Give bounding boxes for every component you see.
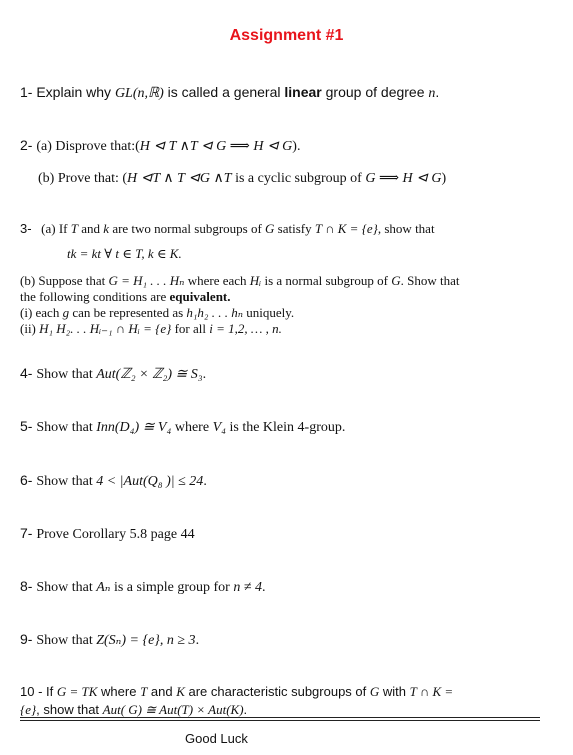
math-variable: V₄ [212, 420, 226, 435]
math-expression: Inn(D₄) ≅ V₄ [96, 420, 172, 435]
question-text: Prove that: ( [57, 171, 128, 186]
question-text: ). [292, 139, 301, 154]
question-10-line2 [20, 702, 247, 718]
question-text: . [195, 633, 200, 648]
page-title: Assignment #1 [229, 27, 344, 44]
footer-divider-bottom [20, 720, 540, 721]
bold-term: linear [284, 84, 322, 100]
question-number: 6- [20, 472, 37, 488]
math-variable: g [62, 305, 70, 320]
math-expression: G ⟹ H ⊲ G [365, 171, 442, 186]
question-3b [20, 273, 459, 289]
question-text: Explain why [36, 84, 115, 100]
math-variable: T [140, 684, 148, 699]
question-3b-condition-i [20, 305, 294, 321]
question-1 [20, 84, 439, 102]
question-4 [20, 365, 206, 383]
part-label: (a) [36, 139, 56, 154]
math-variable: G [265, 221, 275, 236]
question-text: , show that [377, 221, 435, 236]
math-expression: 4 < |Aut(Q₈ )| ≤ 24 [96, 474, 204, 489]
math-expression: Aut(ℤ₂ × ℤ₂) ≅ S₃ [96, 367, 203, 382]
question-text: where each [184, 273, 250, 288]
math-expression: Aut( G) ≅ Aut(T) × Aut(K) [102, 702, 244, 717]
question-7 [20, 525, 195, 543]
question-text: Show that [36, 420, 97, 435]
math-expression: tk = kt ∀ t ∈ T, k ∈ K. [67, 246, 182, 261]
question-number: 2- [20, 137, 37, 153]
question-number: 7- [20, 525, 37, 541]
question-text: is a normal subgroup of [261, 273, 392, 288]
math-expression: T ∩ K = [409, 684, 454, 699]
question-6 [20, 472, 207, 490]
question-8 [20, 578, 266, 596]
question-text: . [262, 580, 266, 595]
question-number: 10 - [20, 684, 47, 699]
question-number: 5- [20, 418, 37, 434]
question-text: for all [171, 321, 210, 336]
math-expression: G = H₁ . . . Hₙ [108, 273, 185, 288]
question-text: ) [441, 171, 447, 186]
question-text: Show that [36, 474, 97, 489]
math-expression: GL(n,ℝ) [114, 86, 164, 101]
math-expression: G = TK [56, 684, 98, 699]
math-variable: k [103, 221, 110, 236]
question-text: . Show that [400, 273, 460, 288]
math-expression: {e} [20, 702, 37, 717]
question-2a [20, 137, 300, 155]
question-text: Show that [36, 580, 97, 595]
footer-good-luck: Good Luck [185, 731, 248, 746]
question-text: Prove Corollary 5.8 page 44 [36, 527, 195, 542]
question-text: group of degree [321, 84, 429, 100]
part-label: (b) [38, 171, 58, 186]
question-text: (i) each [20, 305, 63, 320]
math-expression: Z(Sₙ) = {e}, n ≥ 3 [96, 633, 196, 648]
question-text: . [203, 474, 207, 489]
question-text: and [147, 684, 177, 699]
question-3b-condition-ii [20, 321, 282, 337]
question-text: with [379, 684, 410, 699]
math-variable: Hᵢ [249, 273, 262, 288]
math-variable: n [428, 86, 436, 101]
math-variable: G [391, 273, 401, 288]
math-expression: H ⊲T ∧ T ⊲G ∧T [127, 171, 232, 186]
math-variable: T [70, 221, 78, 236]
question-text: is a simple group for [110, 580, 234, 595]
question-3a [20, 221, 435, 237]
question-text: is called a general [163, 84, 285, 100]
question-text: (ii) [20, 321, 40, 336]
question-number: 8- [20, 578, 37, 594]
question-text: . [202, 367, 207, 382]
part-label: (a) If [41, 221, 71, 236]
question-text: Show that [36, 367, 97, 382]
question-text: where [171, 420, 213, 435]
question-text: and [78, 221, 104, 236]
question-text: (b) Suppose that [20, 273, 109, 288]
question-text: . [243, 702, 248, 717]
bold-term: equivalent. [169, 289, 231, 304]
question-text: can be represented as [69, 305, 187, 320]
question-text: is a cyclic subgroup of [231, 171, 366, 186]
question-5 [20, 418, 345, 436]
question-number: 4- [20, 365, 37, 381]
question-text: are two normal subgroups of [109, 221, 266, 236]
math-expression: i = 1,2, … , n. [209, 321, 282, 336]
question-2b [38, 170, 446, 187]
question-text: . [435, 84, 440, 100]
math-variable: Aₙ [96, 580, 111, 595]
question-number: 3- [20, 221, 36, 236]
question-text: the following conditions are [20, 289, 170, 304]
math-expression: T ∩ K = {e} [314, 221, 378, 236]
question-text: If [46, 684, 57, 699]
question-3b-line2 [20, 289, 231, 305]
question-text: Show that [36, 633, 97, 648]
question-number: 1- [20, 84, 37, 100]
question-text: where [97, 684, 141, 699]
question-text: Disprove that:( [55, 139, 140, 154]
math-expression: H ⊲ T ∧T ⊲ G ⟹ H ⊲ G [139, 139, 293, 154]
question-3a-condition [67, 246, 182, 262]
math-expression: h₁h₂ . . . hₙ [186, 305, 243, 320]
question-9 [20, 631, 199, 649]
footer-divider-top [20, 717, 540, 718]
math-expression: n ≠ 4 [233, 580, 263, 595]
question-10 [20, 684, 453, 700]
math-expression: H₁ H₂. . . Hᵢ₋₁ ∩ Hᵢ = {e} [39, 321, 172, 336]
math-variable: K [176, 684, 185, 699]
question-text: , show that [36, 702, 103, 717]
math-variable: G [369, 684, 380, 699]
question-text: are characteristic subgroups of [184, 684, 370, 699]
question-number: 9- [20, 631, 37, 647]
question-text: uniquely. [242, 305, 295, 320]
question-text: is the Klein 4-group. [225, 420, 346, 435]
question-text: satisfy [274, 221, 315, 236]
